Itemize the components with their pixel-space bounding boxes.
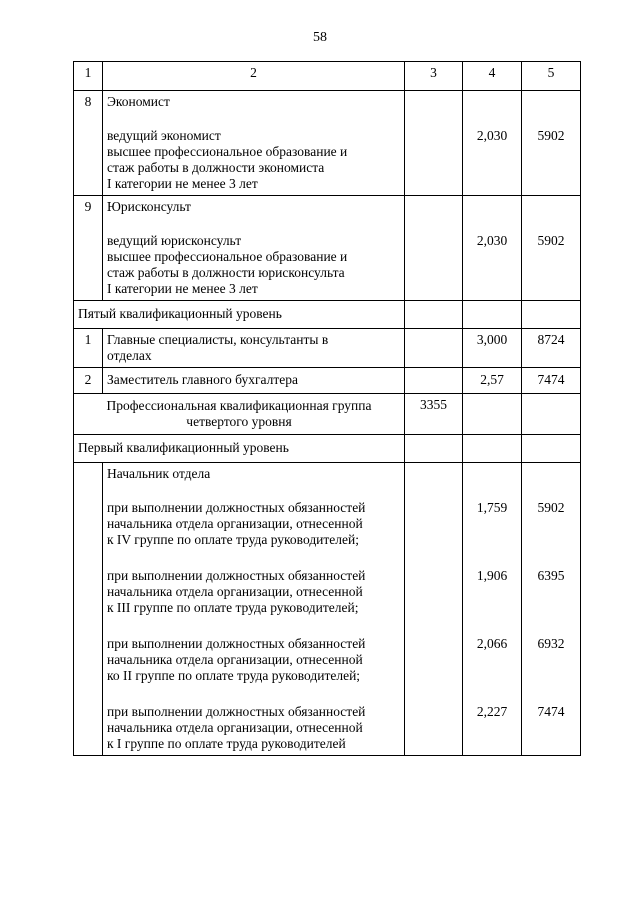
position-desc-line: I категории не менее 3 лет: [107, 281, 258, 296]
salary-cell: [522, 196, 581, 301]
coef-value: 2,57: [463, 368, 522, 394]
position-cell: [103, 196, 405, 301]
base-cell: [405, 368, 463, 394]
group-heading-line: Профессиональная квалификационная группа: [106, 398, 372, 413]
empty-cell: [463, 394, 522, 435]
empty-cell: [522, 394, 581, 435]
salary-cell: [522, 463, 581, 756]
empty-cell: [522, 435, 581, 463]
group-base-value: 3355: [405, 394, 463, 435]
table-row: [74, 91, 581, 196]
table-row: [74, 368, 581, 394]
header-col-4: 4: [463, 62, 522, 91]
salary-value: 5902: [537, 233, 565, 248]
row-number: 2: [74, 368, 103, 394]
condition-line: при выполнении должностных обязанностей: [107, 704, 366, 719]
empty-cell: [405, 301, 463, 329]
position-desc-line: стаж работы в должности экономиста: [107, 160, 325, 175]
position-cell: [103, 329, 405, 368]
salary-value: 8724: [522, 329, 581, 368]
empty-cell: [522, 301, 581, 329]
condition-line: начальника отдела организации, отнесенной: [107, 516, 363, 531]
position-desc-line: ведущий экономист: [107, 128, 221, 143]
coef-cell: [463, 463, 522, 756]
table-row: [74, 463, 581, 756]
header-col-1: 1: [74, 62, 103, 91]
condition-line: при выполнении должностных обязанностей: [107, 500, 366, 515]
condition-line: начальника отдела организации, отнесенной: [107, 720, 363, 735]
salary-value: 5902: [537, 128, 565, 143]
base-cell: [405, 196, 463, 301]
coef-value: 2,066: [476, 636, 508, 651]
page-number: 58: [313, 30, 327, 45]
position-text: Заместитель главного бухгалтера: [103, 368, 405, 394]
header-col-5: 5: [522, 62, 581, 91]
condition-line: ко II группе по оплате труда руководителей;: [107, 668, 361, 683]
salary-value: 7474: [522, 368, 581, 394]
position-cell: [103, 91, 405, 196]
table-header-row: [74, 62, 581, 91]
salary-value: 6395: [537, 568, 565, 583]
row-number: [74, 463, 103, 756]
condition-line: начальника отдела организации, отнесенной: [107, 584, 363, 599]
position-cell: [103, 463, 405, 756]
base-cell: [405, 329, 463, 368]
position-text-line: Главные специалисты, консультанты в: [107, 332, 329, 347]
empty-cell: [405, 435, 463, 463]
table-row: [74, 394, 581, 435]
condition-line: к I группе по оплате труда руководителей: [107, 736, 346, 751]
position-desc-line: I категории не менее 3 лет: [107, 176, 258, 191]
header-col-2: 2: [103, 62, 405, 91]
coef-value: 1,759: [476, 500, 508, 515]
coef-value: 1,906: [476, 568, 508, 583]
row-number: 8: [74, 91, 103, 196]
group-heading-line: четвертого уровня: [186, 414, 292, 429]
coef-value: 2,227: [476, 704, 508, 719]
table-row: [74, 301, 581, 329]
base-cell: [405, 91, 463, 196]
condition-line: к IV группе по оплате труда руководителей;: [107, 532, 360, 547]
position-title: Начальник отдела: [107, 466, 211, 481]
salary-value: 5902: [537, 500, 565, 515]
level-heading: Первый квалификационный уровень: [74, 435, 405, 463]
position-text-line: отделах: [107, 348, 152, 363]
coef-cell: [463, 196, 522, 301]
position-desc-line: стаж работы в должности юрисконсульта: [107, 265, 345, 280]
row-number: 9: [74, 196, 103, 301]
coef-value: 2,030: [476, 233, 508, 248]
empty-cell: [463, 301, 522, 329]
coef-value: 3,000: [463, 329, 522, 368]
row-number: 1: [74, 329, 103, 368]
position-title: Юрисконсульт: [107, 199, 191, 214]
level-heading: Пятый квалификационный уровень: [74, 301, 405, 329]
coef-cell: [463, 91, 522, 196]
coef-value: 2,030: [476, 128, 508, 143]
empty-cell: [463, 435, 522, 463]
table-row: [74, 196, 581, 301]
header-col-3: 3: [405, 62, 463, 91]
condition-line: начальника отдела организации, отнесенной: [107, 652, 363, 667]
salary-value: 6932: [537, 636, 565, 651]
position-desc-line: высшее профессиональное образование и: [107, 144, 348, 159]
salary-cell: [522, 91, 581, 196]
table-row: [74, 435, 581, 463]
condition-line: при выполнении должностных обязанностей: [107, 568, 366, 583]
condition-line: при выполнении должностных обязанностей: [107, 636, 366, 651]
base-cell: [405, 463, 463, 756]
position-title: Экономист: [107, 94, 170, 109]
condition-line: к III группе по оплате труда руководителей;: [107, 600, 359, 615]
salary-table: [73, 61, 581, 756]
position-desc-line: ведущий юрисконсульт: [107, 233, 242, 248]
table-row: [74, 329, 581, 368]
position-desc-line: высшее профессиональное образование и: [107, 249, 348, 264]
group-heading-cell: [74, 394, 405, 435]
salary-value: 7474: [537, 704, 565, 719]
